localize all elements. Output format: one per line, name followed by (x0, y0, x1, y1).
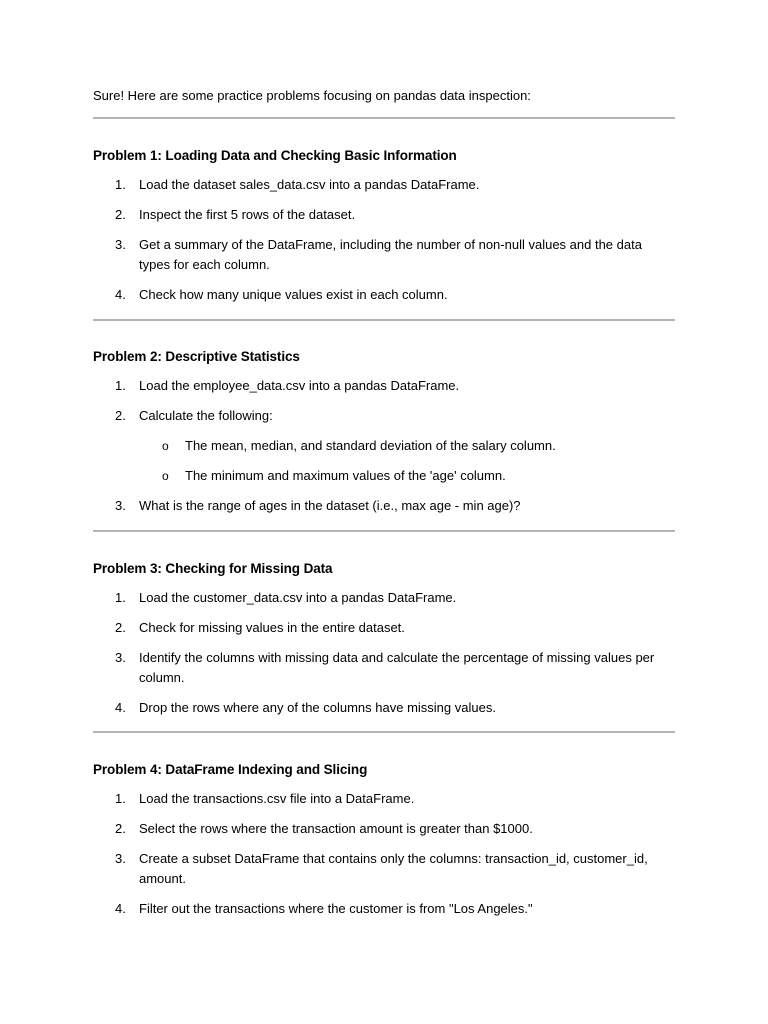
sub-item-text: The minimum and maximum values of the 'age' column. (185, 467, 506, 483)
step-number: 1. (115, 176, 126, 192)
sub-list (139, 436, 675, 487)
step-number: 3. (115, 850, 126, 866)
section-divider (93, 319, 675, 321)
problem-title: Problem 1: Loading Data and Checking Basic Information (93, 148, 457, 163)
step-item (93, 648, 675, 689)
section-divider (93, 530, 675, 532)
step-item (93, 285, 675, 306)
problem-steps (93, 376, 675, 517)
bullet-marker: o (162, 438, 169, 453)
problem-steps (93, 175, 675, 306)
step-item (93, 588, 675, 609)
step-text: Calculate the following: (139, 407, 273, 423)
step-number: 1. (115, 589, 126, 605)
problem-title: Problem 2: Descriptive Statistics (93, 349, 300, 364)
step-text: Check how many unique values exist in each column. (139, 287, 448, 302)
problem-4 (93, 761, 675, 920)
problem-title: Problem 4: DataFrame Indexing and Slicing (93, 762, 368, 777)
step-item (93, 406, 675, 487)
step-number: 3. (115, 497, 126, 513)
step-number: 1. (115, 790, 126, 806)
problem-3 (93, 560, 675, 719)
step-text: Get a summary of the DataFrame, including the number of non-null values and the data types for each column. (139, 236, 642, 272)
step-item (93, 899, 675, 920)
step-text: Check for missing values in the entire dataset. (139, 619, 405, 635)
step-number: 4. (115, 700, 126, 715)
step-number: 3. (115, 649, 126, 665)
step-number: 2. (115, 619, 126, 635)
section-divider (93, 117, 675, 119)
step-item (93, 175, 675, 196)
step-number: 2. (115, 820, 126, 836)
step-number: 2. (115, 407, 126, 423)
step-item (93, 376, 675, 397)
step-text: Load the dataset sales_data.csv into a pandas DataFrame. (139, 176, 480, 192)
step-item (93, 235, 675, 276)
problem-steps (93, 588, 675, 719)
step-text: Create a subset DataFrame that contains only the columns: transaction_id, customer_id, amount. (139, 850, 648, 886)
problem-steps (93, 789, 675, 920)
step-item (93, 849, 675, 890)
step-number: 4. (115, 287, 126, 302)
step-text: Drop the rows where any of the columns have missing values. (139, 700, 496, 715)
problem-1 (93, 147, 675, 306)
step-number: 4. (115, 901, 126, 916)
step-text: Load the transactions.csv file into a DataFrame. (139, 790, 415, 806)
step-item (93, 819, 675, 840)
section-divider (93, 731, 675, 733)
step-item (93, 205, 675, 226)
problem-title: Problem 3: Checking for Missing Data (93, 561, 333, 576)
step-text: Load the employee_data.csv into a pandas DataFrame. (139, 377, 460, 393)
step-item (93, 496, 675, 517)
problem-2 (93, 348, 675, 516)
sub-item (93, 436, 675, 457)
step-text: Select the rows where the transaction amount is greater than $1000. (139, 820, 533, 836)
step-item (93, 789, 675, 810)
step-text: Inspect the first 5 rows of the dataset. (139, 206, 356, 222)
step-item (93, 698, 675, 719)
sub-item (93, 466, 675, 487)
step-item (93, 618, 675, 639)
step-text: Filter out the transactions where the customer is from "Los Angeles." (139, 901, 533, 916)
step-text: Load the customer_data.csv into a pandas DataFrame. (139, 589, 457, 605)
step-number: 1. (115, 377, 126, 393)
step-number: 2. (115, 206, 126, 222)
intro-text: Sure! Here are some practice problems focusing on pandas data inspection: (93, 88, 531, 103)
bullet-marker: o (162, 468, 169, 483)
step-text: Identify the columns with missing data and calculate the percentage of missing values per column. (139, 649, 655, 685)
step-text: What is the range of ages in the dataset (i.e., max age - min age)? (139, 497, 521, 513)
step-number: 3. (115, 236, 126, 252)
sub-item-text: The mean, median, and standard deviation of the salary column. (185, 437, 556, 453)
